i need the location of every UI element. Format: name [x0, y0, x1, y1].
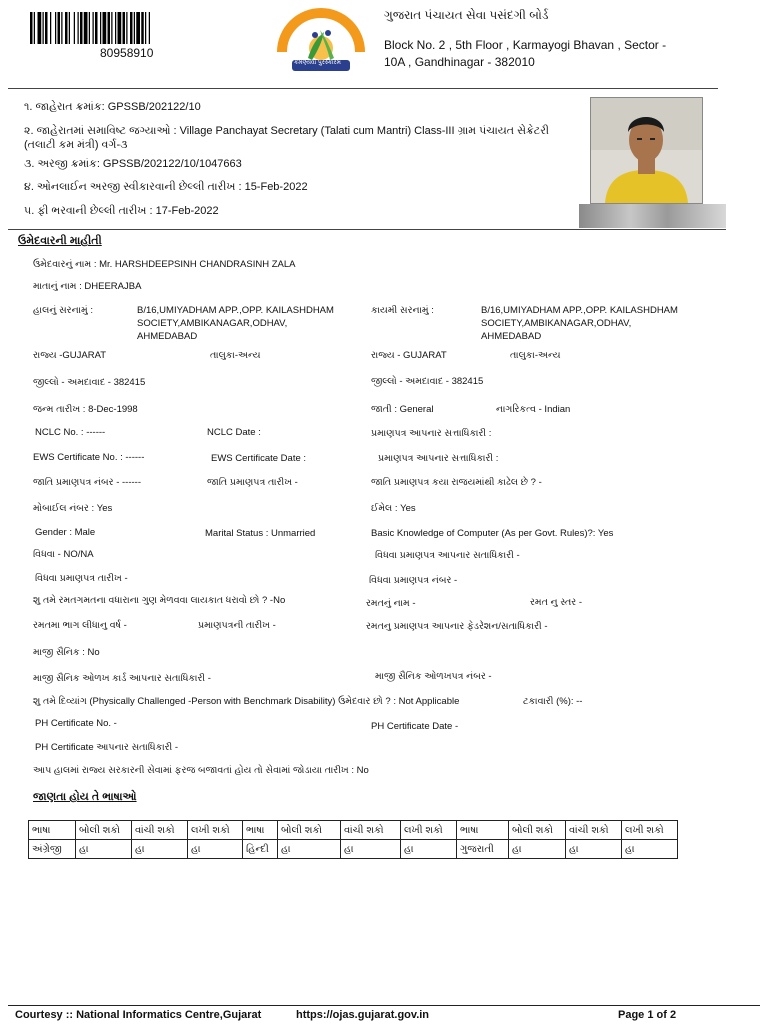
permanent-address-label: કાયમી સરનામું : [371, 305, 434, 316]
header-speak-1: બોલી શકો [76, 821, 132, 840]
state-current: રાજ્ય -GUJARAT [33, 350, 107, 361]
header-language-2: ભાષા [243, 821, 278, 840]
speak-3: હા [509, 840, 566, 859]
barcode-number: 80958910 [100, 46, 154, 60]
header-language-3: ભાષા [457, 821, 509, 840]
caste-certificate-date: જાતિ પ્રમાણપત્ર તારીખ - [207, 477, 298, 488]
candidate-photo [590, 97, 703, 204]
sport-level: રમત નુ સ્તર - [530, 597, 582, 608]
section-languages-title: જાણતા હોય તે ભાષાઓ [33, 791, 137, 803]
languages-header-row [29, 821, 678, 840]
computer-knowledge: Basic Knowledge of Computer (As per Govt. Rules)?: Yes [371, 528, 614, 539]
sport-name: રમતનું નામ - [366, 598, 416, 609]
govt-service-joining-date: આપ હાલમાં રાજ્ય સરકારની સેવામાં ફરજ બજાવતાં હોય તો સેવામાં જોડાયા તારીખ : No [33, 765, 369, 776]
nclc-date: NCLC Date : [207, 427, 261, 438]
email: ઈમેલ : Yes [371, 503, 416, 514]
speak-1: હા [76, 840, 132, 859]
section-candidate-title: ઉમેદવારની માહીતી [18, 235, 102, 247]
candidate-name: ઉમેદવારનું નામ : Mr. HARSHDEEPSINH CHANDRASINH ZALA [33, 259, 296, 270]
header-read-3: વાંચી શકો [566, 821, 622, 840]
last-date-online: ૪. ઓનલાઈન અરજી સ્વીકારવાની છેલ્લી તારીખ : 15-Feb-2022 [24, 181, 308, 193]
nationality: નાગરિકત્વ - Indian [496, 404, 571, 415]
sport-certificate-date: પ્રમાણપત્રની તારીખ - [198, 620, 276, 631]
disability-percentage: ટકાવારી (%): -- [523, 696, 583, 707]
mobile: મોબાઈલ નંબર : Yes [33, 503, 113, 514]
sport-certificate-authority: રમતનુ પ્રમાણપત્ર આપનાર ફેડરેશન/સતાધિકારી - [366, 621, 548, 632]
nclc-number: NCLC No. : ------ [35, 427, 106, 438]
board-name: ગુજરાત પંચાયત સેવા પસંદગી બોર્ડ [384, 8, 549, 22]
post-name-line-2: (તલાટી કમ મંત્રી) વર્ગ-૩ [24, 139, 128, 151]
last-date-fee: ૫. ફી ભરવાની છેલ્લી તારીખ : 17-Feb-2022 [24, 205, 219, 217]
barcode [30, 12, 200, 44]
write-1: હા [188, 840, 243, 859]
header-write-1: લખી શકો [188, 821, 243, 840]
mother-name: માતાનું નામ : DHEERAJBA [33, 281, 142, 292]
widow-certificate-date: વિધવા પ્રમાણપત્ર તારીખ - [35, 573, 128, 584]
candidate-signature [579, 204, 726, 228]
ph-certificate-authority: PH Certificate આપનાર સતાધિકારી - [35, 742, 179, 753]
info-divider [8, 229, 726, 230]
post-name-line-1: ૨. જાહેરાતમાં સમાવિષ્ટ જગ્યાઓ : Village Panchayat Secretary (Talati cum Mantri) Class-III ગ્રામ પંચાયત સેક્રેટરી [24, 125, 550, 137]
sport-year: રમતમા ભાગ લીધાનુ વર્ષ - [33, 620, 127, 631]
ews-certificate-date: EWS Certificate Date : [211, 453, 307, 464]
marital-status: Marital Status : Unmarried [205, 528, 316, 539]
read-2: હા [341, 840, 401, 859]
widow-certificate-number: વિધવા પ્રમાણપત્ર નંબર - [369, 575, 458, 586]
advertisement-number: ૧. જાહેરાત ક્રમાંક: GPSSB/202122/10 [24, 101, 201, 113]
permanent-address-line-2: SOCIETY,AMBIKANAGAR,ODHAV, [481, 318, 632, 329]
permanent-address-line-3: AHMEDABAD [481, 331, 542, 342]
board-logo [268, 2, 374, 84]
header-read-1: વાંચી શકો [132, 821, 188, 840]
caste-certificate-state: જાતિ પ્રમાણપત્ર કયા રાજયમાંથી કાઢેલ છે ? - [371, 477, 542, 488]
write-2: હા [401, 840, 457, 859]
languages-table [28, 820, 678, 859]
permanent-address-line-1: B/16,UMIYADHAM APP.,OPP. KAILASHDHAM [481, 305, 678, 316]
widow-certificate-authority: વિધવા પ્રમાણપત્ર આપનાર સતાધિકારી - [375, 550, 520, 561]
district-current: જીલ્લો - અમદાવાદ - 382415 [33, 377, 146, 388]
physically-challenged-question: શુ તમે દિવ્યાંગ (Physically Challenged -Person with Benchmark Disability) ઉમેદવાર છો ? : Not Applicable [33, 696, 460, 707]
current-address-line-3: AHMEDABAD [137, 331, 198, 342]
footer-courtesy: Courtesy :: National Informatics Centre,Gujarat [15, 1009, 262, 1021]
read-3: હા [566, 840, 622, 859]
ex-serviceman-authority: માજી સૈનિક ઓળખ કાર્ડ આપનાર સતાધિકારી - [33, 673, 211, 684]
language-3: ગુજરાતી [457, 840, 509, 859]
speak-2: હા [278, 840, 341, 859]
logo-motto: કર્મણ્યેવા પુરસ્કારમ [294, 60, 341, 66]
header-write-2: લખી શકો [401, 821, 457, 840]
ex-serviceman-card-number: માજી સૈનિક ઓળખપત્ર નંબર - [375, 671, 492, 682]
date-of-birth: જન્મ તારીખ : 8-Dec-1998 [33, 404, 138, 415]
header-speak-2: બોલી શકો [278, 821, 341, 840]
nclc-authority: પ્રમાણપત્ર આપનાર સત્તાધિકારી : [371, 428, 492, 439]
sports-question: શુ તમે રમતગમતના વધારાના ગુણ મેળવવા લાયકાત ધરાવો છો ? -No [33, 595, 286, 606]
gender: Gender : Male [35, 527, 96, 538]
footer-page-number: Page 1 of 2 [618, 1009, 677, 1021]
write-3: હા [622, 840, 678, 859]
ews-authority: પ્રમાણપત્ર આપનાર સત્તાધિકારી : [378, 453, 499, 464]
header-divider [8, 88, 718, 89]
current-address-line-2: SOCIETY,AMBIKANAGAR,ODHAV, [137, 318, 288, 329]
languages-data-row [29, 840, 678, 859]
language-2: હિન્દી [243, 840, 278, 859]
address-line-2: 10A , Gandhinagar - 382010 [384, 55, 535, 69]
application-number: ૩. અરજી ક્રમાંક: GPSSB/202122/10/1047663 [24, 158, 242, 170]
header-language-1: ભાષા [29, 821, 76, 840]
footer-url[interactable]: https://ojas.gujarat.gov.in [296, 1009, 430, 1021]
caste-certificate-number: જાતિ પ્રમાણપત્ર નંબર - ------ [33, 477, 141, 488]
ex-serviceman: માજી સૈનિક : No [33, 647, 100, 658]
ews-certificate-number: EWS Certificate No. : ------ [33, 452, 145, 463]
current-address-label: હાલનું સરનામું : [33, 305, 93, 316]
widow-status: વિધવા - NO/NA [33, 549, 94, 560]
caste: જાતી : General [371, 404, 434, 415]
footer-divider [8, 1005, 760, 1006]
header-read-2: વાંચી શકો [341, 821, 401, 840]
header-write-3: લખી શકો [622, 821, 678, 840]
address-line-1: Block No. 2 , 5th Floor , Karmayogi Bhavan , Sector - [384, 38, 667, 52]
header-speak-3: બોલી શકો [509, 821, 566, 840]
ph-certificate-date: PH Certificate Date - [371, 721, 459, 732]
ph-certificate-number: PH Certificate No. - [35, 718, 117, 729]
read-1: હા [132, 840, 188, 859]
state-permanent: રાજ્ય - GUJARAT [371, 350, 447, 361]
district-permanent: જીલ્લો - અમદાવાદ - 382415 [371, 376, 484, 387]
language-1: અંગ્રેજી [29, 840, 76, 859]
current-address-line-1: B/16,UMIYADHAM APP.,OPP. KAILASHDHAM [137, 305, 334, 316]
taluka-current: તાલુકા-અન્ય [210, 350, 261, 361]
taluka-permanent: તાલુકા-અન્ય [510, 350, 561, 361]
